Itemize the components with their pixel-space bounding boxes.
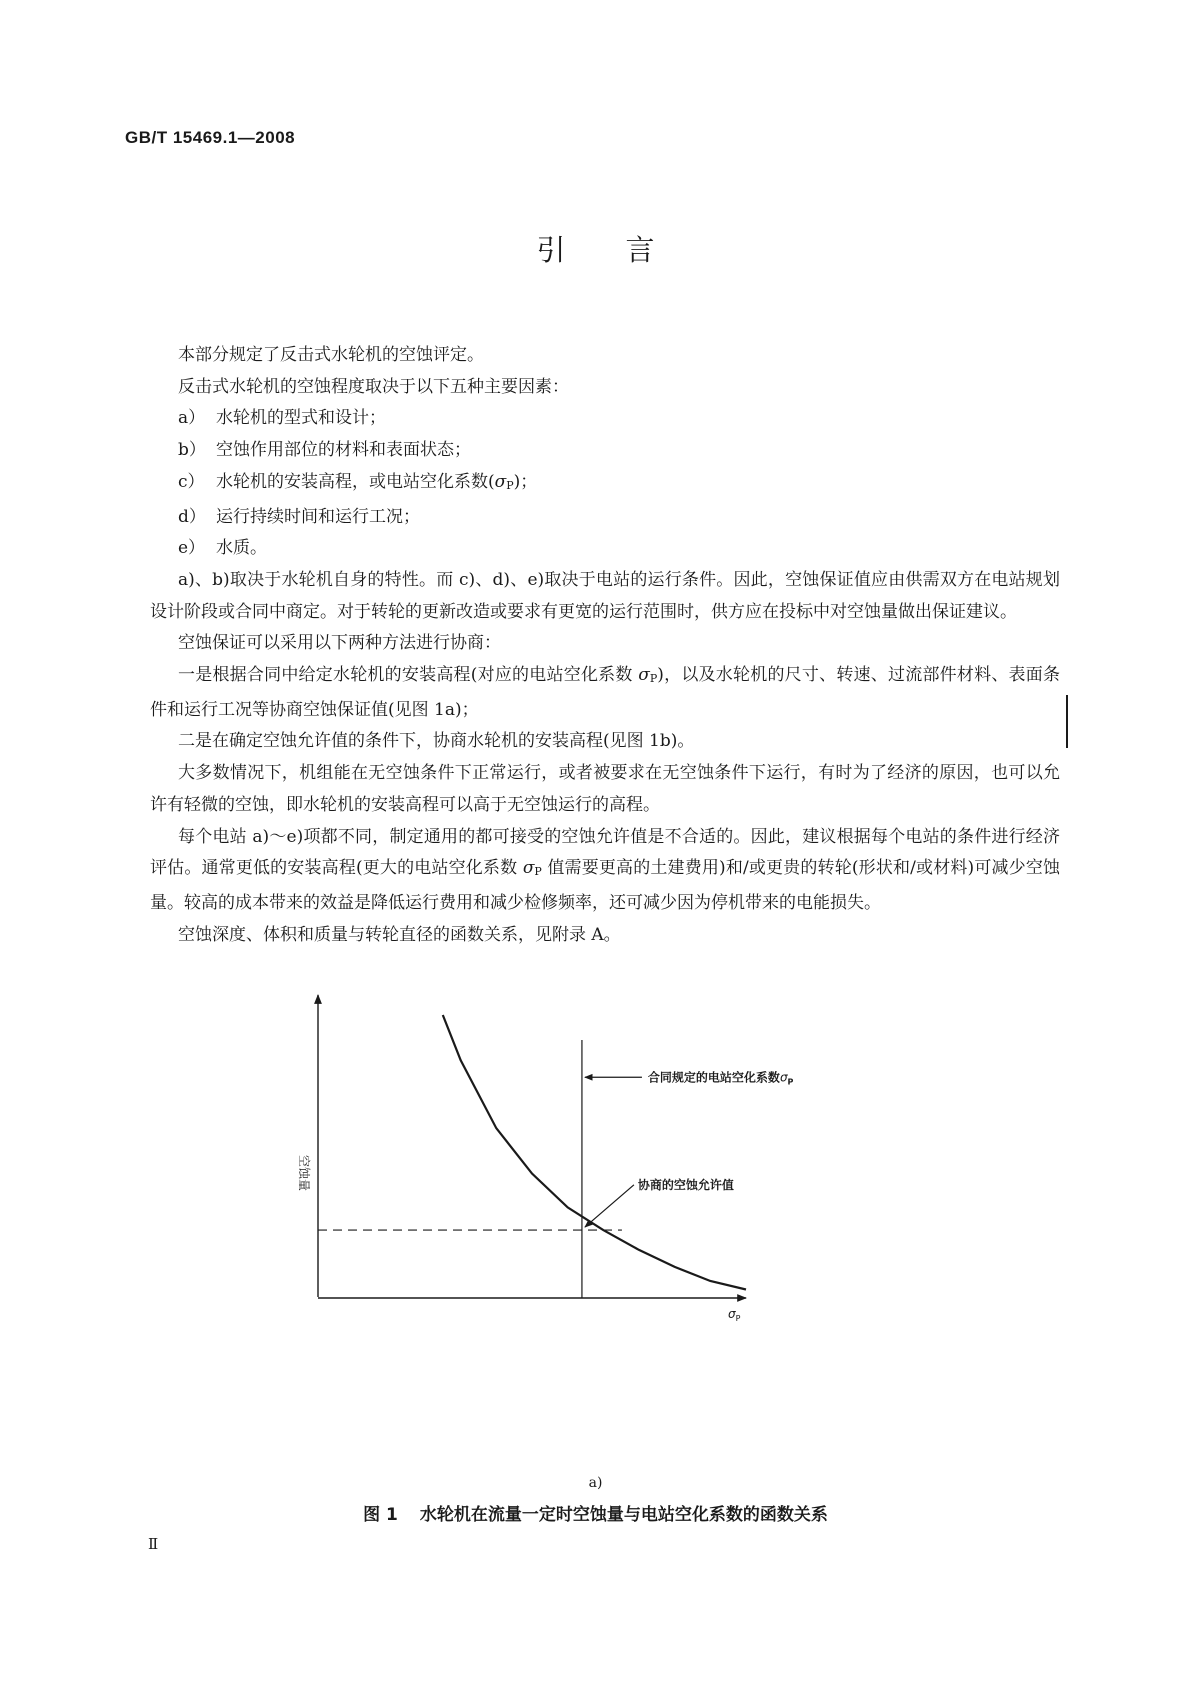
introduction-body [150,340,1060,951]
paragraph: 二是在确定空蚀允许值的条件下，协商水轮机的安装高程(见图 1b)。 [178,731,695,752]
paragraph: 一是根据合同中给定水轮机的安装高程(对应的电站空化系数 σP)，以及水轮机的尺寸、转速、过流部件材料、表面条件和运行工况等协商空蚀保证值(见图 1a)； [150,665,1060,720]
figure-caption: 图 1 水轮机在流量一定时空蚀量与电站空化系数的函数关系 [363,1505,828,1525]
x-axis-label: $\sigma_P$ [728,1307,741,1323]
page-title: 引言 [536,233,715,267]
standard-id: GB/T 15469.1—2008 [125,128,296,147]
paragraph: 反击式水轮机的空蚀程度取决于以下五种主要因素： [178,376,569,397]
list-item: b） 空蚀作用部位的材料和表面状态； [178,440,471,461]
figure-sub-label: a) [588,1475,603,1491]
page-number: Ⅱ [148,1535,159,1553]
change-bar [1066,695,1068,748]
paragraph: 本部分规定了反击式水轮机的空蚀评定。 [178,345,484,365]
list-item: e） 水质。 [178,538,267,559]
allowed-value-label: 协商的空蚀允许值 [637,1177,734,1192]
paragraph: a)、b)取决于水轮机自身的特性。而 c)、d)、e)取决于电站的运行条件。因此，空蚀保证值应由供需双方在电站规划设计阶段或合同中商定。对于转轮的更新改造或要求有更宽的运行范围时，供方应在投标中对空蚀量做出保证建议。 [150,569,1060,622]
list-item: c） 水轮机的安装高程，或电站空化系数(σP)； [178,471,538,492]
figure-1a-chart [297,1055,850,1445]
y-axis-label: 空蚀量 [297,1155,311,1192]
list-item: a） 水轮机的型式和设计； [178,408,386,429]
paragraph: 每个电站 a)～e)项都不同，制定通用的都可接受的空蚀允许值是不合适的。因此，建议根据每个电站的条件进行经济评估。通常更低的安装高程(更大的电站空化系数 σP 值需要更高的土建费用)和/或更贵的转轮(形状和/或材料)可减少空蚀量。较高的成本带来的效益是降低运行费用和减少检修频率，还可减少因为停机带来的电能损失。 [150,826,1060,913]
paragraph: 大多数情况下，机组能在无空蚀条件下正常运行，或者被要求在无空蚀条件下运行，有时为了经济的原因，也可以允许有轻微的空蚀，即水轮机的安装高程可以高于无空蚀运行的高程。 [150,763,1060,815]
paragraph: 空蚀深度、体积和质量与转轮直径的函数关系，见附录 A。 [178,924,621,945]
allowed-arrow [585,1185,634,1227]
list-item: d） 运行持续时间和运行工况； [178,506,420,527]
cavitation-curve [443,1015,746,1290]
paragraph: 空蚀保证可以采用以下两种方法进行协商： [178,633,501,654]
contract-sigma-label: 合同规定的电站空化系数$\sigma_P$ [647,1070,794,1087]
